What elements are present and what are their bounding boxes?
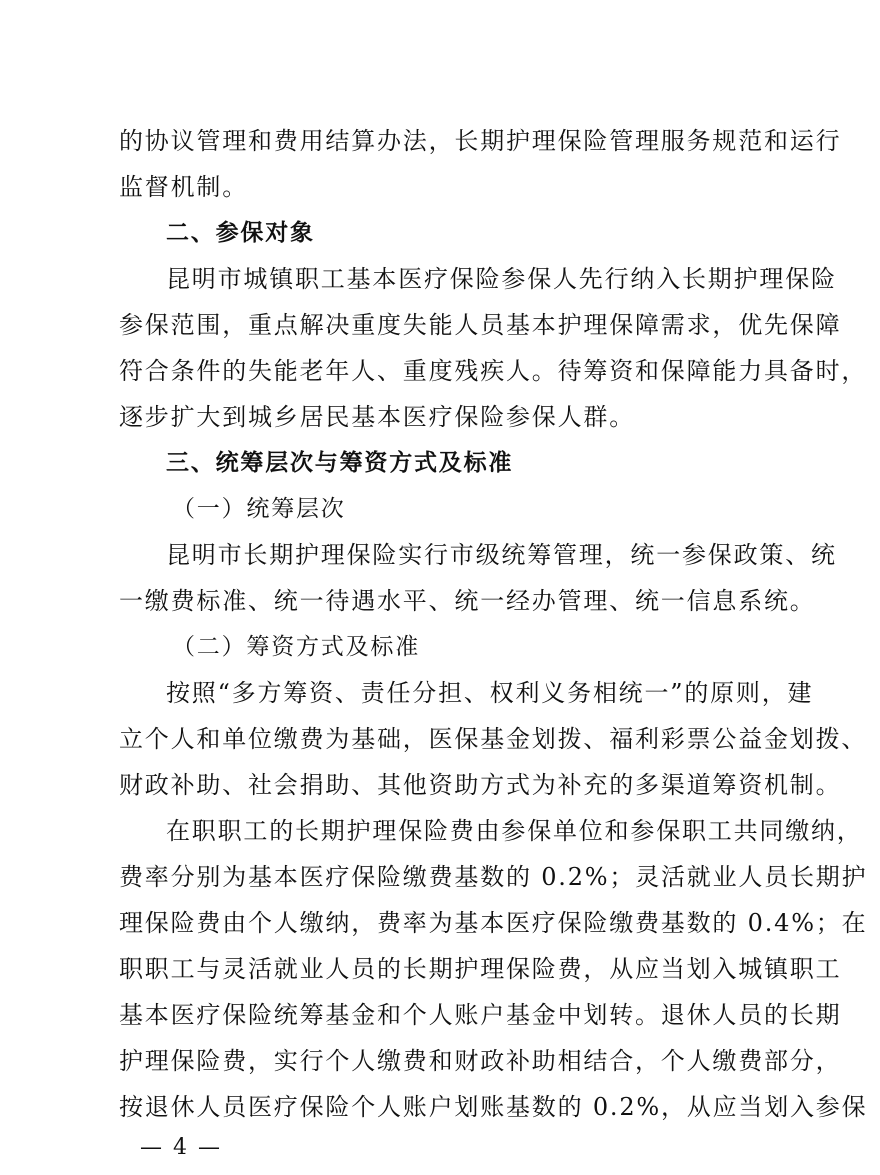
paragraph-line: 一缴费标准、统一待遇水平、统一经办管理、统一信息系统。: [119, 587, 816, 615]
paragraph-line: 的协议管理和费用结算办法，长期护理保险管理服务规范和运行: [119, 127, 842, 155]
section-heading: 三、统筹层次与筹资方式及标准: [166, 450, 514, 476]
section-heading: 二、参保对象: [166, 220, 315, 246]
paragraph-line: 监督机制。: [119, 173, 248, 201]
paragraph-line: 符合条件的失能老年人、重度残疾人。待筹资和保障能力具备时，: [119, 357, 868, 385]
subsection-heading: （二）筹资方式及标准: [172, 634, 420, 660]
paragraph-line: 按照“多方筹资、责任分担、权利义务相统一”的原则，建: [166, 679, 814, 707]
paragraph-line: 职职工与灵活就业人员的长期护理保险费，从应当划入城镇职工: [119, 955, 842, 983]
paragraph-line: 在职职工的长期护理保险费由参保单位和参保职工共同缴纳，: [166, 817, 863, 845]
paragraph-line: 财政补助、社会捐助、其他资助方式为补充的多渠道筹资机制。: [119, 771, 842, 799]
paragraph-line: 昆明市长期护理保险实行市级统筹管理，统一参保政策、统: [166, 541, 837, 569]
paragraph-line: 基本医疗保险统筹基金和个人账户基金中划转。退休人员的长期: [119, 1001, 842, 1029]
paragraph-line: 护理保险费，实行个人缴费和财政补助相结合，个人缴费部分，: [119, 1047, 842, 1075]
page-number: — 4 —: [140, 1135, 222, 1160]
paragraph-line: 费率分别为基本医疗保险缴费基数的 0.2%；灵活就业人员长期护: [119, 863, 868, 891]
paragraph-line: 昆明市城镇职工基本医疗保险参保人先行纳入长期护理保险: [166, 265, 837, 293]
paragraph-line: 理保险费由个人缴纳，费率为基本医疗保险缴费基数的 0.4%；在: [119, 909, 868, 937]
subsection-heading: （一）统筹层次: [172, 496, 346, 522]
paragraph-line: 立个人和单位缴费为基础，医保基金划拨、福利彩票公益金划拨、: [119, 725, 868, 753]
paragraph-line: 逐步扩大到城乡居民基本医疗保险参保人群。: [119, 403, 635, 431]
paragraph-line: 按退休人员医疗保险个人账户划账基数的 0.2%，从应当划入参保: [119, 1093, 868, 1121]
paragraph-line: 参保范围，重点解决重度失能人员基本护理保障需求，优先保障: [119, 311, 842, 339]
